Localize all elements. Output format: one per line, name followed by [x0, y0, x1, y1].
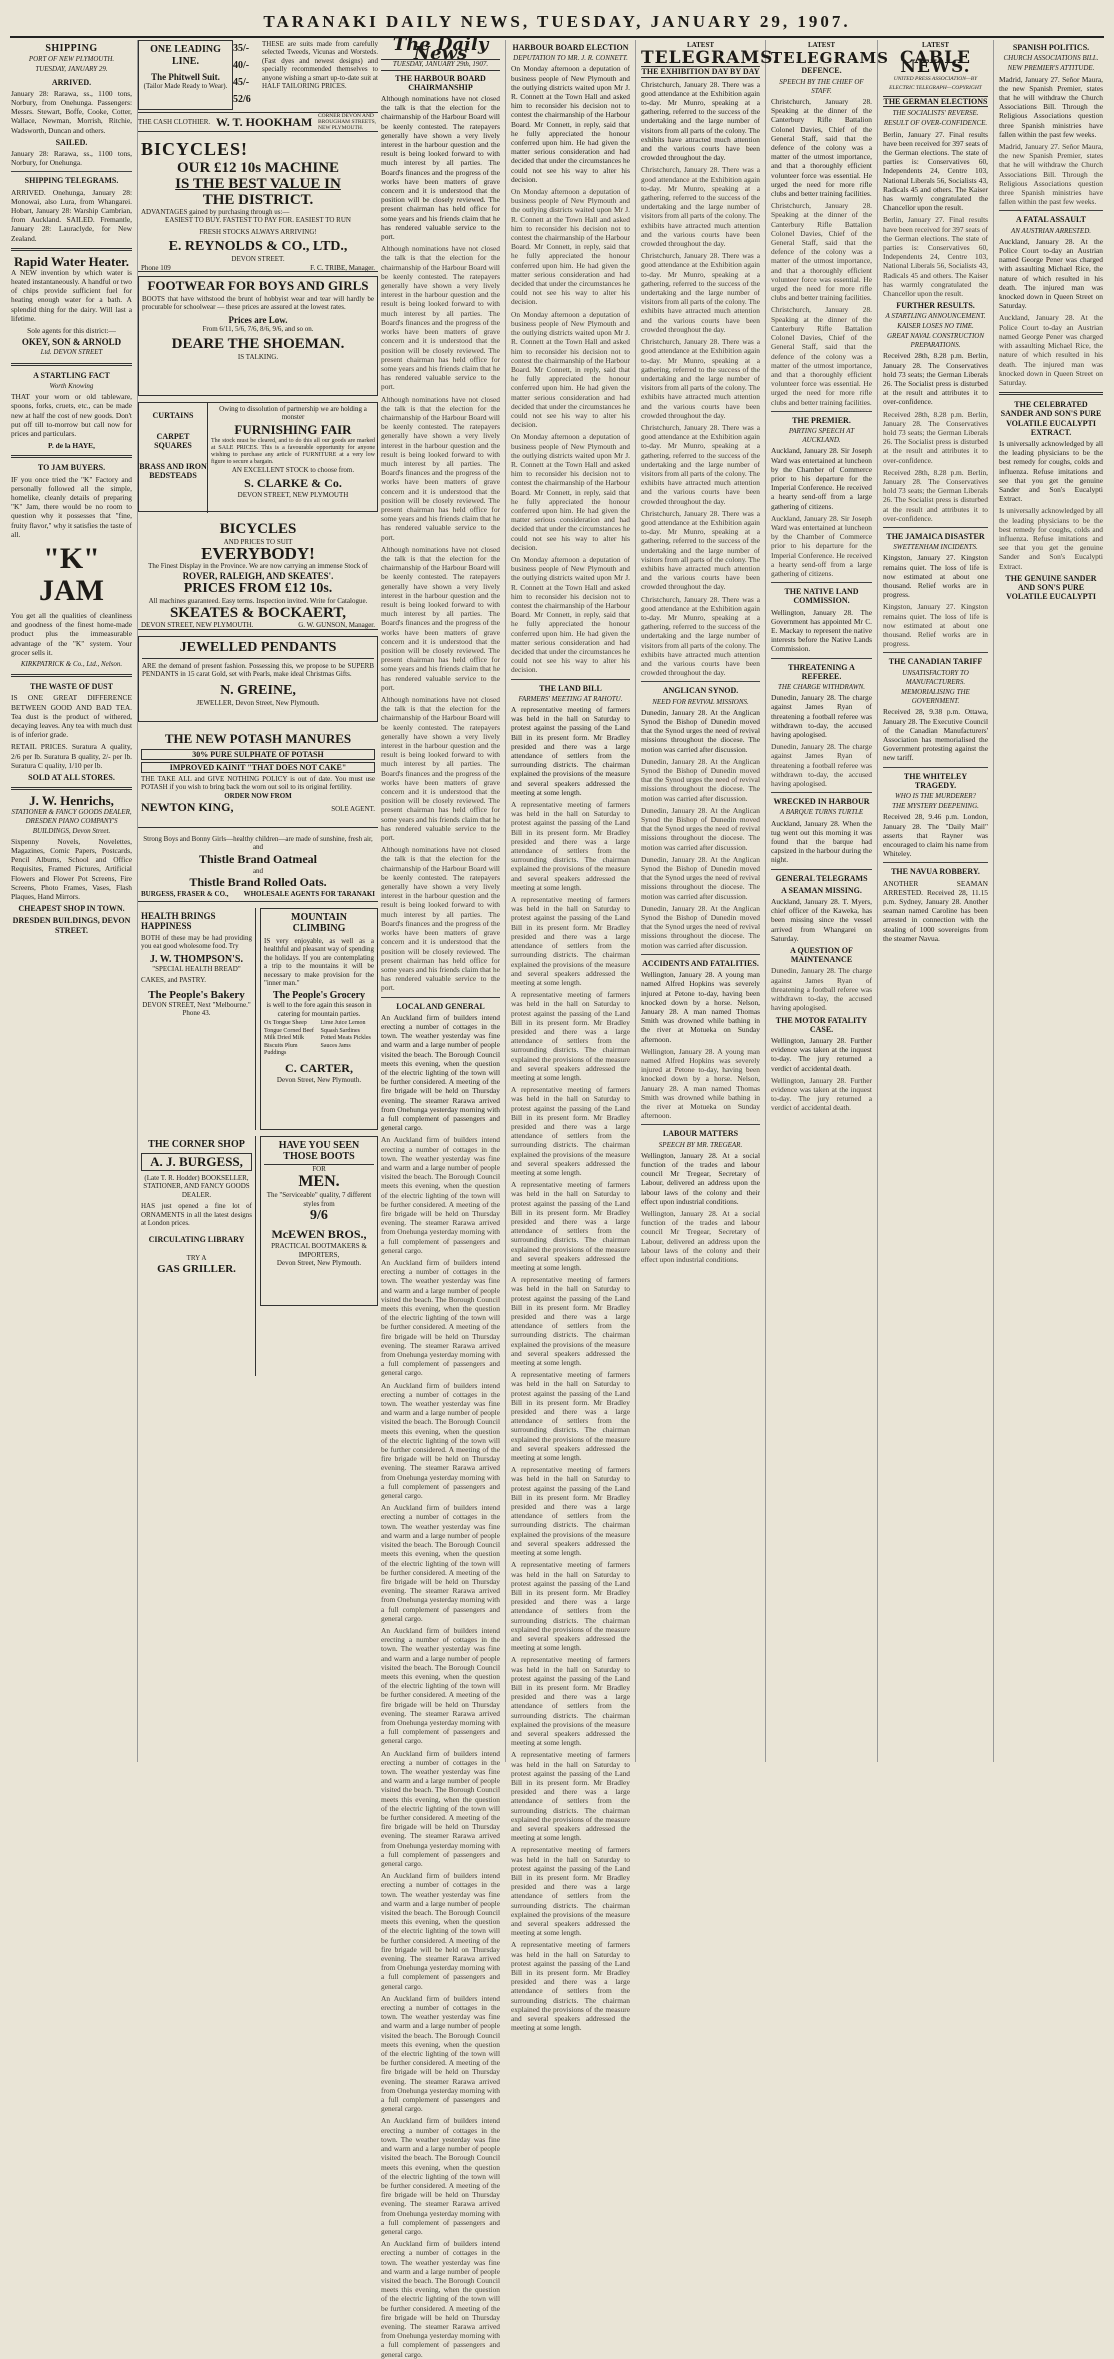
special-bread: "SPECIAL HEALTH BREAD" — [152, 964, 241, 973]
anglican-text-3: Dunedin, January 28. At the Anglican Synod the Bishop of Dunedin moved that the Synod urges the need of revival missions throughout the diocese. The motion was carried after discussion. — [641, 805, 760, 852]
jamaica-text-2: Kingston, January 27. Kingston remains quiet. The loss of life is now estimated at about one thousand. Relief works are in progress. — [883, 602, 988, 649]
local-general-text-7: An Auckland firm of builders intend erecting a number of cottages in the town. The weather yesterday was fine and warm and a large number of people visited the beach. The Borough Council meets this evening, when the question of the electric lighting of the town will be further considered. A meeting of the fire brigade will be held on Thursday evening. The steamer Rarawa arrived from Onehunga yesterday morning with a full complement of passengers and general cargo. — [381, 1748, 500, 1868]
navua-text: ANOTHER SEAMAN ARRESTED. Received 28, 11.15 p.m. Sydney, January 28. Another seaman named Caroline has been arrested in connection with the stealing of 1000 sovereigns from the steamer Navua. — [883, 878, 988, 943]
bakery-address: DEVON STREET, Next "Melbourne." Phone 43. — [142, 1000, 251, 1018]
wholesale-agents: WHOLESALE AGENTS FOR TARANAKI — [243, 890, 375, 899]
furnishing-intro: Owing to dissolution of partnership we are holding a monster — [219, 405, 367, 422]
spanish-text-2: Madrid, January 27. Señor Maura, the new Spanish Premier, states that he will withdraw the Church Associations Bill. Through the Religious Associations question three Spanish ministries have fallen within the past few weeks. — [999, 142, 1103, 207]
land-bill-sub: FARMERS' MEETING AT RAHOTU. — [518, 694, 623, 703]
mcewen-address: Devon Street, New Plymouth. — [276, 1259, 362, 1268]
deare-footwear-ad — [138, 276, 378, 396]
motor-fatality-text: Wellington, January 28. Further evidence was taken at the inquest to-day. The jury returned a verdict of accidental death. — [771, 1035, 872, 1073]
boots-men: MEN. — [298, 1173, 340, 1191]
cash-clothier: THE CASH CLOTHIER. — [138, 118, 211, 126]
grocery-list-1: Ox Tongue Sheep Tongue Corned Beef Milk Dried Milk Biscuits Plum Puddings — [264, 1020, 314, 1057]
waste-of-dust-title: THE WASTE OF DUST — [30, 682, 113, 692]
bike-advantages: ADVANTAGES gained by purchasing through us:— — [141, 208, 290, 216]
bicycles-2-heading: BICYCLES — [219, 521, 297, 537]
rapid-heater-text: A NEW invention by which water is heated instantaneously. A handful or two of chips provide sufficient fuel for heating enough water for a bath. A splendid thing for the dairy. Will last a lifetime. — [11, 267, 132, 323]
local-general-text-5: An Auckland firm of builders intend erecting a number of cottages in the town. The weather yesterday was fine and warm and a large number of people visited the beach. The Borough Council meets this evening, when the question of the electric lighting of the town will be further considered. A meeting of the fire brigade will be held on Thursday evening. The steamer Rarawa arrived from Onehunga yesterday morning with a full complement of passengers and general cargo. — [381, 1503, 500, 1623]
eucalypti-text: Is universally acknowledged by all the leading physicians to be the best remedy for coughs, colds and influenza. Refuse imitations and see that you get the genuine Sander and Son's Eucalypti Extract. — [999, 438, 1103, 504]
health-happiness: HEALTH BRINGS HAPPINESS — [141, 911, 216, 931]
eucalypti-heading: THE CELEBRATED SANDER AND SON'S PURE VOLATILE EUCALYPTI EXTRACT. — [1000, 400, 1102, 437]
gas-griller: GAS GRILLER. — [157, 1262, 236, 1275]
tariff-sub-2: MEMORIALISING THE GOVERNMENT. — [901, 688, 970, 706]
try-a: TRY A — [186, 1254, 207, 1263]
masthead: TARANAKI DAILY NEWS, TUESDAY, JANUARY 29, 1907. — [263, 12, 851, 31]
k-jam-text: You get all the qualities of cleanliness and goodness of the finest home-made product plus the immeasurable advantage of the "K" system. Your grocer sells it. — [11, 610, 132, 657]
startling-fact-title: A STARTLING FACT — [33, 370, 110, 380]
potash-text: THE TAKE ALL and GIVE NOTHING POLICY is out of date. You must use POTASH if you wish to bring back the worn out soil to its original fertility. — [141, 775, 375, 792]
referee-heading: THREATENING A REFEREE. — [788, 662, 855, 681]
startling-fact-text: THAT your worn or old tableware, spoons, forks, cruets, etc., can be made new at half the cost of new goods. Don't put off till to-morrow but call now for prices and particulars. — [11, 392, 132, 438]
sole-agent: SOLE AGENT. — [331, 805, 375, 814]
anglican-text-5: Dunedin, January 28. At the Anglican Synod the Bishop of Dunedin moved that the Synod urges the need of revival missions throughout the diocese. The motion was carried after discussion. — [641, 903, 760, 950]
whiteley-heading: THE WHITELEY TRAGEDY. — [903, 771, 968, 790]
jewelled-text: ARE the demand of present fashion. Possessing this, we propose to be SUPERB PENDANTS in 15 carat Gold, set with Pearls, make ideal Christmas Gifts. — [142, 662, 374, 679]
de-la-haye: P. de la HAYE, — [48, 441, 95, 451]
native-land-text: Wellington, January 28. The Government has appointed Mr C. E. Mackay to represent the native interests before the Native Lands Commission. — [771, 607, 872, 654]
exhibition-text-5: Christchurch, January 28. There was a good attendance at the Exhibition again to-day. Mr Munro, speaking at a gathering, referred to the success of the undertaking and the large number of visitors from all parts of the colony. The exhibits have attracted much attention and the various courts have been crowded throughout the day. — [641, 422, 760, 506]
accidents-text-2: Wellington, January 28. A young man named Alfred Hopkins was severely injured at Petone to-day, having been knocked down by a horse. Nelson, January 28. A man named Thomas Smith was drowned while bathing in the river at Motueka on Sunday afternoon. — [641, 1046, 760, 1121]
price-40: 40/- — [233, 60, 250, 71]
column-telegrams — [636, 40, 780, 1762]
assault-text-2: Auckland, January 28. At the Police Court to-day an Austrian named George Pener was charged with assaulting Michael Rice, the nature of which resulted in his death. The injured man was knocked down in Queen Street on Saturday. — [999, 313, 1103, 387]
startling-fact-sub: Worth Knowing — [49, 381, 94, 390]
sailed-text: January 28: Rarawa, ss., 1100 tons, Norbury, for Onehunga. — [11, 149, 132, 168]
exhibition-text-7: Christchurch, January 28. There was a good attendance at the Exhibition again to-day. Mr Munro, speaking at a gathering, referred to the success of the undertaking and the large number of visitors from all parts of the colony. The exhibits have attracted much attention and the various courts have been crowded throughout the day. — [641, 594, 760, 678]
land-bill-text-3: A representative meeting of farmers was held in the hall on Saturday to protest against the passing of the Land Bill in its present form. Mr Bradley presided and there was a large attendance of settlers from the surrounding districts. The chairman explained the provisions of the measure and several speakers addressed the meeting at some length. — [511, 895, 630, 987]
exhibition-text-3: Christchurch, January 28. There was a good attendance at the Exhibition again to-day. Mr Munro, speaking at a gathering, referred to the success of the undertaking and the large number of visitors from all parts of the colony. The exhibits have attracted much attention and the various courts have been crowded throughout the day. — [641, 251, 760, 334]
burgess-fraser: BURGESS, FRASER & CO., — [141, 890, 229, 899]
labour-text: Wellington, January 28. At a social function of the trades and labour council Mr Tregear, Secretary of Labour, delivered an address upon the labour laws of the colony and their effect upon industrial conditions. — [641, 1150, 760, 1206]
skeates-bicycles-ad — [138, 518, 378, 630]
german-text: Berlin, January 27. Final results have been received for 397 seats of the German elections. The state of parties is: Conservatives 60, Independents 24, Centre 103, National Liberals 56, Socialists 43, Radicals 45 and others. The Kaiser has warmly congratulated the Chancellor upon the result. — [883, 129, 988, 213]
general-telegrams-heading: GENERAL TELEGRAMS — [775, 873, 868, 883]
reynolds-address: DEVON STREET. — [231, 255, 285, 264]
henrichs-name: J. W. Henrichs, — [29, 793, 114, 809]
carter-address: Devon Street, New Plymouth. — [276, 1075, 362, 1084]
clarke-furnishing-ad — [138, 402, 378, 512]
bike-line-2: IS THE BEST VALUE IN — [175, 176, 341, 192]
circulating-library: CIRCULATING LIBRARY — [148, 1235, 245, 1245]
further-results: FURTHER RESULTS. — [896, 301, 975, 311]
reynolds-phone: Phone 109 — [141, 263, 171, 272]
column-harbour-board — [506, 40, 636, 2033]
furnishing-fair: FURNISHING FAIR — [234, 421, 352, 437]
masthead-rule — [10, 36, 1104, 38]
defence-text-2: Christchurch, January 28. Speaking at the dinner of the Canterbury Rifle Battalion Colonel Davies, Chief of the General Staff, said that the defence of the colony was a matter of the utmost importance, and that a thoroughly efficient volunteer force was essential. He urged the need for more rifle clubs and better training facilities. — [771, 201, 872, 303]
local-general-text-9: An Auckland firm of builders intend erecting a number of cottages in the town. The weather yesterday was fine and warm and a large number of people visited the beach. The Borough Council meets this evening, when the question of the electric lighting of the town will be further considered. A meeting of the fire brigade will be held on Thursday evening. The steamer Rarawa arrived from Onehunga yesterday morning with a full complement of passengers and general cargo. — [381, 1993, 500, 2114]
price-52-6: 52/6 — [233, 94, 251, 105]
hookham-text: THESE are suits made from carefully selected Tweeds, Vicunas and Worsteds. (Fast dyes and newest designs) and specially recommended themselves to anyone wishing a smart up-to-date suit at HALF TAILORING PRICES. — [262, 40, 378, 91]
harbour-text-4: On Monday afternoon a deputation of business people of New Plymouth and the outlying districts waited upon Mr J. R. Connett at the Town Hall and asked him to reconsider his decision not to contest the chairmanship of the Harbour Board. Mr Connett, in reply, said that he fully appreciated the honour conferred upon him. He had given the matter serious consideration and had decided that under the circumstances he could not see his way to alter his decision. — [511, 432, 630, 552]
premier-text: Auckland, January 28. Sir Joseph Ward was entertained at luncheon by the Chamber of Commerce prior to his departure for the Imperial Conference. He received a hearty send-off from a large gathering of citizens. — [771, 446, 872, 511]
premier-sub: PARTING SPEECH AT AUCKLAND. — [788, 426, 855, 445]
editorial-text-cont-2: Although nominations have not closed the talk is that the election for the chairmanship of the Harbour Board will be keenly contested. The ratepayers generally have shown a very lively interest in the harbour question and the result is being looked forward to with much interest by all parties. The Board's finances and the progress of the works have been matters of grave concern and it is understood that the position will be closely reviewed. The present chairman has held office for some years and his friends claim that he has rendered valuable service to the port. — [381, 394, 500, 542]
arrived-heading: ARRIVED. — [51, 77, 92, 87]
land-bill-text-2: A representative meeting of farmers was held in the hall on Saturday to protest against the passing of the Land Bill in its present form. Mr Bradley presided and there was a large attendance of settlers from the surrounding districts. The chairman explained the provisions of the measure and several speakers addressed the meeting at some length. — [511, 800, 630, 892]
naval-preparations: GREAT NAVAL CONSTRUCTION PREPARATIONS. — [886, 331, 985, 350]
eucalypti-text-2: Is universally acknowledged by all the leading physicians to be the best remedy for coughs, colds and influenza. Refuse imitations and see that you get the genuine Sander and Son's Eucalypti Extract. — [999, 506, 1103, 571]
editorial-text-cont: Although nominations have not closed the talk is that the election for the chairmanship of the Harbour Board will be keenly contested. The ratepayers generally have shown a very lively interest in the harbour question and the result is being looked forward to with much interest by all parties. The Board's finances and the progress of the works have been matters of grave concern and it is understood that the position will be closely reviewed. The present chairman has held office for some years and his friends claim that he has rendered valuable service to the port. — [381, 244, 500, 392]
naval-text: Received 28th, 8.28 p.m. Berlin, January 28. The Conservatives hold 73 seats; the German Liberals 26. The Socialist press is disturbed at the result and attributes it to over-confidence. — [883, 351, 988, 407]
peoples-bakery: The People's Bakery — [148, 988, 245, 1001]
land-bill-text-5: A representative meeting of farmers was held in the hall on Saturday to protest against the passing of the Land Bill in its present form. Mr Bradley presided and there was a large attendance of settlers from the surrounding districts. The chairman explained the provisions of the measure and several speakers addressed the meeting at some length. — [511, 1085, 630, 1177]
land-bill-text-14: A representative meeting of farmers was held in the hall on Saturday to protest against the passing of the Land Bill in its present form. Mr Bradley presided and there was a large attendance of settlers from the surrounding districts. The chairman explained the provisions of the measure and several speakers addressed the meeting at some length. — [511, 1940, 630, 2033]
daily-news-title: The Daily News — [392, 34, 489, 65]
kirkpatrick: KIRKPATRICK & Co., Ltd., Nelson. — [20, 659, 123, 668]
greine-address: JEWELLER, Devon Street, New Plymouth. — [196, 698, 320, 707]
rapid-heater-title: Rapid Water Heater. — [14, 253, 129, 269]
editorial-text: Although nominations have not closed the talk is that the election for the chairmanship of the Harbour Board will be keenly contested. The ratepayers generally have shown a very lively interest in the harbour question and the result is being looked forward to with much interest by all parties. The Board's finances and the progress of the works have been matters of grave concern and it is understood that the position will be closely reviewed. The present chairman has held office for some years and his friends claim that he has rendered valuable service to the port. — [381, 94, 500, 242]
thompson-name: J. W. THOMPSON'S. — [150, 953, 243, 965]
column-shipping — [6, 40, 138, 1762]
price-45: 45/- — [233, 77, 250, 88]
newton-king: NEWTON KING, — [141, 800, 234, 815]
fresh-stocks: FRESH STOCKS ALWAYS ARRIVING! — [199, 227, 317, 236]
bike-list: EASIEST TO BUY. FASTEST TO PAY FOR. EASIEST TO RUN — [165, 216, 351, 225]
land-bill-text-10: A representative meeting of farmers was held in the hall on Saturday to protest against the passing of the Land Bill in its present form. Mr Bradley presided and there was a large attendance of settlers from the surrounding districts. The chairman explained the provisions of the measure and several speakers addressed the meeting at some length. — [511, 1560, 630, 1653]
accidents-text: Wellington, January 28. A young man named Alfred Hopkins was severely injured at Petone to-day, having been knocked down by a horse. Nelson, January 28. A man named Thomas Smith was drowned while bathing in the river at Motueka on Sunday afternoon. — [641, 970, 760, 1044]
exhibition-text-2: Christchurch, January 28. There was a good attendance at the Exhibition again to-day. Mr Munro, speaking at a gathering, referred to the success of the undertaking and the large number of visitors from all parts of the colony. The exhibits have attracted much attention and the various courts have been crowded throughout the day. — [641, 165, 760, 249]
potash-kainit: IMPROVED KAINIT "THAT DOES NOT CAKE" — [141, 762, 375, 773]
cable-news-heading: CABLE NEWS. — [900, 48, 971, 78]
sold-all-stores: SOLD AT ALL STORES. — [28, 772, 115, 782]
phitwell-suit: The Phitwell Suit. — [151, 72, 220, 82]
genuine-eucalypti: THE GENUINE SANDER AND SON'S PURE VOLATILE EUCALYPTI — [1005, 573, 1097, 602]
boots-heading: HAVE YOU SEEN THOSE BOOTS — [264, 1140, 374, 1165]
potash-heading: THE NEW POTASH MANURES — [164, 731, 352, 746]
bike-line-1: OUR £12 10s MACHINE — [176, 160, 340, 176]
burgess-text: HAS just opened a fine lot of ORNAMENTS in all the latest designs at London prices. — [141, 1202, 252, 1228]
canadian-tariff-heading: THE CANADIAN TARIFF — [888, 657, 983, 667]
carter-grocery-ad — [260, 908, 378, 1130]
hookham-address: CORNER DEVON AND BROUGHAM STREETS, NEW PLYMOUTH. — [317, 113, 377, 131]
k-jam-logo: "K" JAM — [39, 541, 104, 607]
jamaica-heading: THE JAMAICA DISASTER — [886, 531, 985, 541]
phitwell-sub: (Tailor Made Ready to Wear). — [143, 82, 228, 90]
exhibition-text: Christchurch, January 28. There was a good attendance at the Exhibition again to-day. Mr Munro, speaking at a gathering, referred to the success of the undertaking and the large number of visitors from all parts of the colony. The exhibits have attracted much attention and the various courts have been crowded throughout the day. — [641, 79, 760, 163]
jamaica-text: Kingston, January 27. Kingston remains quiet. The loss of life is now estimated at about one thousand. Relief works are in progress. — [883, 553, 988, 600]
harbour-text-5: On Monday afternoon a deputation of business people of New Plymouth and the outlying districts waited upon Mr J. R. Connett at the Town Hall and asked him to reconsider his decision not to contest the chairmanship of the Harbour Board. Mr Connett, in reply, said that he fully appreciated the honour conferred upon him. He had given the matter serious consideration and had decided that under the circumstances he could not see his way to alter his decision. — [511, 554, 630, 675]
furnishing-text: The stock must be cleared, and to do this all our goods are marked at SALE PRICES. This is a favourable opportunity for anyone wishing to purchase any article of FURNITURE at a very low figure to secure a bargain. — [211, 437, 375, 465]
brass-bedsteads: BRASS AND IRON BEDSTEADS — [139, 462, 207, 480]
thistle-oatmeal: Thistle Brand Oatmeal — [198, 851, 317, 866]
wrecked-text: Auckland, January 28. When the tug went out this morning it was found that the barque had capsized in the harbour during the night. — [771, 818, 872, 865]
chairmanship-heading: THE HARBOUR BOARD CHAIRMANSHIP — [395, 73, 486, 92]
exhibition-text-4: Christchurch, January 28. There was a good attendance at the Exhibition again to-day. Mr Munro, speaking at a gathering, referred to the success of the undertaking and the large number of visitors from all parts of the colony. The exhibits have attracted much attention and the various courts have been crowded throughout the day. — [641, 337, 760, 420]
mcewen-boots-ad — [260, 1136, 378, 1306]
okey-arnold: OKEY, SON & ARNOLD — [21, 337, 122, 348]
whiteley-text: Received 28, 9.46 p.m. London, January 28. The "Daily Mail" asserts that Rayner was encouraged to claim his name from Whiteley. — [883, 812, 988, 859]
bicycles-2-text: The Finest Display in the Province. We are now carrying an immense Stock of — [148, 562, 368, 571]
land-bill-text-9: A representative meeting of farmers was held in the hall on Saturday to protest against the passing of the Land Bill in its present form. Mr Bradley presided and there was a large attendance of settlers from the surrounding districts. The chairman explained the provisions of the measure and several speakers addressed the meeting at some length. — [511, 1465, 630, 1558]
local-general-text-10: An Auckland firm of builders intend erecting a number of cottages in the town. The weather yesterday was fine and warm and a large number of people visited the beach. The Borough Council meets this evening, when the question of the electric lighting of the town will be further considered. A meeting of the fire brigade will be held on Thursday evening. The steamer Rarawa arrived from Onehunga yesterday morning with a full complement of passengers and general cargo. — [381, 2116, 500, 2236]
thistle-and: and — [252, 866, 264, 875]
potash-order: ORDER NOW FROM — [224, 791, 292, 800]
tariff-text: Received 28, 9.38 p.m. Ottawa, January 28. The Executive Council of the Canadian Manufacturers' Association has memorialised the Government protesting against the new tariff. — [883, 707, 988, 763]
excellent-stock: AN EXCELLENT STOCK to choose from. — [231, 465, 355, 474]
one-leading-line-ad — [138, 40, 233, 110]
greine-name: N. GREINE, — [220, 682, 296, 698]
labour-heading: LABOUR MATTERS — [662, 1129, 739, 1139]
brands: ROVER, RALEIGH, AND SKEATES'. — [182, 570, 334, 581]
hookham-footer — [138, 112, 378, 132]
seaman-missing-heading: A SEAMAN MISSING. — [781, 885, 862, 895]
naval-text-2: Received 28th, 8.28 p.m. Berlin, January 28. The Conservatives hold 73 seats; the German Liberals 26. The Socialist press is disturbed at the result and attributes it to over-confidence. — [883, 409, 988, 465]
editorial-text-cont-5: Although nominations have not closed the talk is that the election for the chairmanship of the Harbour Board will be keenly contested. The ratepayers generally have shown a very lively interest in the harbour question and the result is being looked forward to with much interest by all parties. The Board's finances and the progress of the works have been matters of grave concern and it is understood that the position will be closely reviewed. The present chairman has held office for some years and his friends claim that he has rendered valuable service to the port. — [381, 845, 500, 993]
editorial-date: TUESDAY, JANUARY 29th, 1907. — [381, 59, 500, 70]
kaiser-announcement: A STARTLING ANNOUNCEMENT. KAISER LOSES NO TIME. — [885, 312, 986, 330]
defence-heading: DEFENCE. — [801, 66, 842, 76]
anglican-text-4: Dunedin, January 28. At the Anglican Synod the Bishop of Dunedin moved that the Synod urges the need of revival missions throughout the diocese. The motion was carried after discussion. — [641, 854, 760, 901]
spanish-text: Madrid, January 27. Señor Maura, the new Spanish Premier, states that he will withdraw the Church Associations Bill. Through the Religious Associations question three Spanish ministries have fallen within the past few weeks. — [999, 74, 1103, 139]
skeates-name: SKEATES & BOCKAERT, — [169, 605, 347, 622]
whiteley-sub-2: THE MYSTERY DEEPENING. — [892, 802, 979, 811]
naval-text-3: Received 28th, 8.28 p.m. Berlin, January 28. The Conservatives hold 73 seats; the German Liberals 26. The Socialist press is disturbed at the result and attributes it to over-confidence. — [883, 467, 988, 523]
maintenance-text: Dunedin, January 28. The charge against James Ryan of threatening a football referee was withdrawn to-day, the accused having apologised. — [771, 966, 872, 1013]
tariff-sub: UNSATISFACTORY TO MANUFACTURERS. — [902, 668, 969, 686]
harbour-text-3: On Monday afternoon a deputation of business people of New Plymouth and the outlying districts waited upon Mr J. R. Connett at the Town Hall and asked him to reconsider his decision not to contest the chairmanship of the Harbour Board. Mr Connett, in reply, said that he fully appreciated the honour conferred upon him. He had given the matter serious consideration and had decided that under the circumstances he could not see his way to alter his decision. — [511, 309, 630, 430]
anglican-heading: ANGLICAN SYNOD. — [662, 686, 739, 696]
land-bill-text: A representative meeting of farmers was held in the hall on Saturday to protest against the passing of the Land Bill in its present form. Mr Bradley presided and there was a large attendance of settlers from the surrounding districts. The chairman explained the provisions of the measure and several speakers addressed the meeting at some length. — [511, 705, 630, 797]
clarke-address: DEVON STREET, NEW PLYMOUTH — [237, 491, 349, 500]
anglican-text: Dunedin, January 28. At the Anglican Synod the Bishop of Dunedin moved that the Synod urges the need of revival missions throughout the diocese. The motion was carried after discussion. — [641, 707, 760, 754]
shipping-date: TUESDAY, JANUARY 29. — [35, 65, 108, 74]
mountain-text: IS very enjoyable, as well as a healthful and pleasant way of spending the holidays. If you are contemplating a trip to the mountains it will be necessary to make provision for the "inner man." — [264, 937, 374, 988]
jamaica-sub: SWETTENHAM INCIDENTS. — [893, 543, 978, 552]
clarke-name: S. CLARKE & Co. — [244, 476, 342, 491]
editorial-text-cont-4: Although nominations have not closed the talk is that the election for the chairmanship of the Harbour Board will be keenly contested. The ratepayers generally have shown a very lively interest in the harbour question and the result is being looked forward to with much interest by all parties. The Board's finances and the progress of the works have been matters of grave concern and it is understood that the position will be closely reviewed. The present chairman has held office for some years and his friends claim that he has rendered valuable service to the port. — [381, 695, 500, 843]
mountain-climbing: MOUNTAIN CLIMBING — [291, 912, 347, 934]
labour-text-2: Wellington, January 28. At a social function of the trades and labour council Mr Tregear, Secretary of Labour, delivered an address upon the labour laws of the colony and their effect upon industrial conditions. — [641, 1208, 760, 1264]
defence-text-3: Christchurch, January 28. Speaking at the dinner of the Canterbury Rifle Battalion Colonel Davies, Chief of the General Staff, said that the defence of the colony was a matter of the utmost importance, and that a thoroughly efficient volunteer force was essential. He urged the need for more rifle clubs and better training facilities. — [771, 305, 872, 407]
prices-are-low: Prices are Low. — [228, 314, 288, 325]
anglican-sub: NEED FOR REVIVAL MISSIONS. — [652, 697, 749, 706]
skeates-manager: G. W. GUNSON, Manager. — [298, 621, 375, 630]
land-bill-text-13: A representative meeting of farmers was held in the hall on Saturday to protest against the passing of the Land Bill in its present form. Mr Bradley presided and there was a large attendance of settlers from the surrounding districts. The chairman explained the provisions of the measure and several speakers addressed the meeting at some length. — [511, 1845, 630, 1938]
land-bill-text-7: A representative meeting of farmers was held in the hall on Saturday to protest against the passing of the Land Bill in its present form. Mr Bradley presided and there was a large attendance of settlers from the surrounding districts. The chairman explained the provisions of the measure and several speakers addressed the meeting at some length. — [511, 1275, 630, 1368]
reynolds-bicycles-ad — [138, 136, 378, 272]
footwear-text: BOOTS that have withstood the brunt of hobbyist wear and tear will hardly be procurable for schoolwear — these prices are assured at the lowest rates. — [142, 295, 374, 312]
carpet-squares: CARPET SQUARES — [154, 432, 192, 450]
local-general-text-8: An Auckland firm of builders intend erecting a number of cottages in the town. The weather yesterday was fine and warm and a large number of people visited the beach. The Borough Council meets this evening, when the question of the electric lighting of the town will be further considered. A meeting of the fire brigade will be held on Thursday evening. The steamer Rarawa arrived from Onehunga yesterday morning with a full complement of passengers and general cargo. — [381, 1871, 500, 1991]
defence-sub: SPEECH BY THE CHIEF OF STAFF. — [779, 77, 864, 95]
shipping-telegrams-heading: SHIPPING TELEGRAMS. — [24, 176, 119, 186]
land-bill-text-4: A representative meeting of farmers was held in the hall on Saturday to protest against the passing of the Land Bill in its present form. Mr Bradley presided and there was a large attendance of settlers from the surrounding districts. The chairman explained the provisions of the measure and several speakers addressed the meeting at some length. — [511, 990, 630, 1082]
price-35: 35/- — [233, 43, 250, 54]
cable-news-sub: UNITED PRESS ASSOCIATION—BY ELECTRIC TELEGRAPH—COPYRIGHT — [889, 75, 982, 91]
navua-heading: THE NAVUA ROBBERY. — [891, 867, 980, 877]
henrichs-sub: STATIONER & FANCY GOODS DEALER, DRESDEN PIANO COMPANY'S BUILDINGS, Devon Street. — [11, 808, 132, 835]
church-associations: CHURCH ASSOCIATIONS BILL. — [1003, 54, 1099, 63]
telegrams-heading-7: TELEGRAMS — [771, 49, 889, 68]
motor-fatality-text-2: Wellington, January 28. Further evidence was taken at the inquest to-day. The jury returned a verdict of accidental death. — [771, 1075, 872, 1113]
harbour-deputation: DEPUTATION TO MR. J. R. CONNETT. — [513, 54, 628, 63]
motor-fatality-heading: THE MOTOR FATALITY CASE. — [775, 1015, 868, 1034]
exhibition-text-6: Christchurch, January 28. There was a good attendance at the Exhibition again to-day. Mr Munro, speaking at a gathering, referred to the success of the undertaking and the large number of visitors from all parts of the colony. The exhibits have attracted much attention and the various courts have been crowded throughout the day. — [641, 508, 760, 592]
german-sub-2: RESULT OF OVER-CONFIDENCE. — [883, 119, 988, 128]
latest-label-8: LATEST — [921, 41, 950, 49]
local-general-text-4: An Auckland firm of builders intend erecting a number of cottages in the town. The weather yesterday was fine and warm and a large number of people visited the beach. The Borough Council meets this evening, when the question of the electric lighting of the town will be further considered. A meeting of the fire brigade will be held on Thursday evening. The steamer Rarawa arrived from Onehunga yesterday morning with a full complement of passengers and general cargo. — [381, 1380, 500, 1501]
labour-sub: SPEECH BY MR. TREGEAR. — [658, 1140, 743, 1149]
local-general-text-3: An Auckland firm of builders intend erecting a number of cottages in the town. The weather yesterday was fine and warm and a large number of people visited the beach. The Borough Council meets this evening, when the question of the electric lighting of the town will be further considered. A meeting of the fire brigade will be held on Thursday evening. The steamer Rarawa arrived from Onehunga yesterday morning with a full complement of passengers and general cargo. — [381, 1258, 500, 1378]
jam-buyers-text: IF you once tried the "K" Factory and personally followed all the simple, homelike, cleanly details of preparing "K" Jam, there would be no room to question why it possesses that "fine, fruity flavor," why it satisfies the taste of all. — [11, 474, 132, 539]
land-bill-text-6: A representative meeting of farmers was held in the hall on Saturday to protest against the passing of the Land Bill in its present form. Mr Bradley presided and there was a large attendance of settlers from the surrounding districts. The chairman explained the provisions of the measure and several speakers addressed the meeting at some length. — [511, 1180, 630, 1272]
local-general-text-11: An Auckland firm of builders intend erecting a number of cottages in the town. The weather yesterday was fine and warm and a large number of people visited the beach. The Borough Council meets this evening, when the question of the electric lighting of the town will be further considered. A meeting of the fire brigade will be held on Thursday evening. The steamer Rarawa arrived from Onehunga yesterday morning with a full complement of passengers and general cargo. — [381, 2239, 500, 2359]
shipping-heading: SHIPPING — [45, 43, 98, 54]
column-editorial — [376, 34, 506, 2359]
referee-text-2: Dunedin, January 28. The charge against James Ryan of threatening a football referee was withdrawn to-day, the accused having apologised. — [771, 742, 872, 789]
land-bill-text-11: A representative meeting of farmers was held in the hall on Saturday to protest against the passing of the Land Bill in its present form. Mr Bradley presided and there was a large attendance of settlers from the surrounding districts. The chairman explained the provisions of the measure and several speakers addressed the meeting at some length. — [511, 1655, 630, 1748]
grocery-list-2: Lime Juice Lemon Squash Sardines Potted Meats Pickles Sauces Jams — [320, 1020, 371, 1049]
bike-guaranteed: All machines guaranteed. Easy terms. Inspection invited. Write for Catalogue. — [148, 596, 368, 605]
bicycles-heading: BICYCLES! — [141, 139, 249, 159]
thompson-bread-ad — [138, 908, 256, 1130]
column-telegrams-2 — [766, 40, 889, 1762]
corner-shop: THE CORNER SHOP — [148, 1139, 245, 1150]
burgess-sub: (Late T. R. Hodder) BOOKSELLER, STATIONER, AND FANCY GOODS DEALER. — [143, 1174, 250, 1199]
latest-label-7: LATEST — [807, 41, 836, 49]
harbour-text: On Monday afternoon a deputation of business people of New Plymouth and the outlying districts waited upon Mr J. R. Connett at the Town Hall and asked him to reconsider his decision not to contest the chairmanship of the Harbour Board. Mr Connett, in reply, said that he fully appreciated the honour conferred upon him. He had given the matter serious consideration and had decided that under the circumstances he could not see his way to alter his decision. — [511, 64, 630, 184]
anglican-text-2: Dunedin, January 28. At the Anglican Synod the Bishop of Dunedin moved that the Synod urges the need of revival missions throughout the diocese. The motion was carried after discussion. — [641, 756, 760, 803]
austrian-arrested: AN AUSTRIAN ARRESTED. — [1010, 226, 1092, 235]
german-sub: THE SOCIALISTS' REVERSE. — [892, 109, 979, 118]
footwear-range: From 6/11, 5/6, 7/6, 8/6, 9/6, and so on. — [202, 324, 314, 333]
potash-sulphate: 30% PURE SULPHATE OF POTASH — [141, 749, 375, 760]
deare-shoeman: DEARE THE SHOEMAN. — [171, 336, 345, 353]
premier-heading: THE PREMIER. — [792, 415, 851, 425]
defence-text: Christchurch, January 28. Speaking at the dinner of the Canterbury Rifle Battalion Colonel Davies, Chief of the General Staff, said that the defence of the colony was a matter of the utmost importance, and that a thoroughly efficient volunteer force was essential. He urged the need for more rifle clubs and better training facilities. — [771, 97, 872, 199]
column-foreign — [994, 40, 1108, 1762]
thistle-oatmeal-ad — [138, 832, 378, 902]
deare-talking: IS TALKING. — [237, 353, 279, 362]
curtains: CURTAINS — [152, 411, 194, 420]
cheapest-shop: CHEAPEST SHOP IN TOWN. — [18, 904, 125, 914]
suratura-prices: RETAIL PRICES. Suratura A quality, 2/6 per lb. Suratura B quality, 2/- per lb. Suratura C quality, 1/10 per lb. — [11, 742, 132, 770]
grocery-text: is well to the fore again this season in catering for mountain parties. — [266, 1001, 372, 1018]
peoples-grocery: The People's Grocery — [272, 990, 366, 1002]
reynolds-name: E. REYNOLDS & CO., LTD., — [168, 239, 348, 255]
arrived-text: January 28: Rarawa, ss., 1100 tons, Norbury, from Onehunga. Passengers: Messrs. Stewart, Boffe, Cooke, Cotter, Wallace, Newman, Morrish, Ritchie, Wadsworth, Duncan and others. — [11, 88, 132, 135]
thistle-rolled-oats: Thistle Brand Rolled Oats. — [189, 875, 327, 890]
sailed-heading: SAILED. — [55, 137, 88, 147]
land-bill-text-8: A representative meeting of farmers was held in the hall on Saturday to protest against the passing of the Land Bill in its present form. Mr Bradley presided and there was a large attendance of settlers from the surrounding districts. The chairman explained the provisions of the measure and several speakers addressed the meeting at some length. — [511, 1370, 630, 1463]
thompson-text: BOTH of these may be had providing you eat good wholesome food. Try — [141, 934, 252, 951]
harbour-text-2: On Monday afternoon a deputation of business people of New Plymouth and the outlying districts waited upon Mr J. R. Connett at the Town Hall and asked him to reconsider his decision not to contest the chairmanship of the Harbour Board. Mr Connett, in reply, said that he fully appreciated the honour conferred upon him. He had given the matter serious consideration and had decided that under the circumstances he could not see his way to alter his decision. — [511, 187, 630, 307]
spanish-politics-heading: SPANISH POLITICS. — [1012, 43, 1090, 52]
hookham-name: W. T. HOOKHAM — [215, 114, 313, 129]
premier-text-2: Auckland, January 28. Sir Joseph Ward was entertained at luncheon by the Chamber of Commerce prior to his departure for the Imperial Conference. He received a hearty send-off from a large gathering of citizens. — [771, 513, 872, 578]
carter-name: C. CARTER, — [285, 1060, 353, 1075]
boots-price: 9/6 — [310, 1208, 328, 1224]
corner-shop-ad — [138, 1136, 256, 1376]
footwear-heading: FOOTWEAR FOR BOYS AND GIRLS — [147, 278, 369, 293]
everybody: EVERYBODY! — [201, 544, 315, 564]
local-general-text-6: An Auckland firm of builders intend erecting a number of cottages in the town. The weather yesterday was fine and warm and a large number of people visited the beach. The Borough Council meets this evening, when the question of the electric lighting of the town will be further considered. A meeting of the fire brigade will be held on Thursday evening. The steamer Rarawa arrived from Onehunga yesterday morning with a full complement of passengers and general cargo. — [381, 1625, 500, 1746]
potash-manures-ad — [138, 728, 378, 828]
accidents-heading: ACCIDENTS AND FATALITIES. — [642, 958, 759, 968]
local-general-text: An Auckland firm of builders intend erecting a number of cottages in the town. The weather yesterday was fine and warm and a large number of people visited the beach. The Borough Council meets this evening, when the question of the electric lighting of the town will be further considered. A meeting of the fire brigade will be held on Thursday evening. The steamer Rarawa arrived from Onehunga yesterday morning with a full complement of passengers and general cargo. — [381, 1012, 500, 1133]
harbour-election-heading: HARBOUR BOARD ELECTION — [512, 43, 629, 52]
dresden-buildings: DRESDEN BUILDINGS, DEVON STREET. — [12, 916, 131, 935]
oatmeal-intro: Strong Boys and Bonny Girls—healthy children—are made of sunshine, fresh air, and — [143, 835, 373, 852]
jewelled-pendants: JEWELLED PENDANTS — [142, 640, 374, 659]
greine-jewelled-ad — [138, 636, 378, 722]
wrecked-sub: A BARQUE TURNS TURTLE — [779, 808, 864, 817]
native-land-heading: THE NATIVE LAND COMMISSION. — [784, 587, 859, 606]
rapid-agents: Sole agents for this district:— — [27, 326, 116, 336]
mcewen-name: McEWEN BROS., — [271, 1227, 367, 1242]
land-bill-heading: THE LAND BILL — [539, 683, 602, 693]
maintenance-heading: A QUESTION OF MAINTENANCE — [790, 946, 853, 965]
exhibition-heading: THE EXHIBITION DAY BY DAY — [641, 67, 760, 77]
burgess-name: A. J. BURGESS, — [141, 1153, 252, 1171]
new-premier-attitude: NEW PREMIER'S ATTITUDE. — [1007, 64, 1095, 73]
bicycles-2-sub: AND PRICES TO SUIT — [223, 538, 293, 546]
cakes-pastry: CAKES, and PASTRY. — [141, 976, 206, 985]
shipping-telegrams-text: ARRIVED. Onehunga, January 28: Monowai, also Lura, from Whangarei. Hobart, January 28: Warship Cambrian, from Auckland. SAILED. Fremantle, January 28: Lauraclyde, for New Zealand. — [11, 187, 132, 243]
german-text-2: Berlin, January 27. Final results have been received for 397 seats of the German elections. The state of parties is: Conservatives 60, Independents 24, Centre 103, National Liberals 56, Socialists 43, Radicals 45 and others. The Kaiser has warmly congratulated the Chancellor upon the result. — [883, 215, 988, 299]
seaman-missing-text: Auckland, January 28. T. Myers, chief officer of the Kaweka, has been missing since the vessel arrived from Whangarei on Saturday. — [771, 897, 872, 943]
local-general-text-2: An Auckland firm of builders intend erecting a number of cottages in the town. The weather yesterday was fine and warm and a large number of people visited the beach. The Borough Council meets this evening, when the question of the electric lighting of the town will be further considered. A meeting of the fire brigade will be held on Thursday evening. The steamer Rarawa arrived from Onehunga yesterday morning with a full complement of passengers and general cargo. — [381, 1135, 500, 1255]
mcewen-sub: PRACTICAL BOOTMAKERS & IMPORTERS, — [271, 1242, 367, 1259]
whiteley-sub: WHO IS THE MURDERER? — [894, 792, 977, 801]
henrichs-text: Sixpenny Novels, Novelettes, Magazines, Comic Papers, Postcards, Pencil Albums, School and Office Requisites, Framed Pictures, Artificial Flowers and Flower Pot Screens, Fire Screens, Photo Frames, Vases, Flash Plaques, Hand Mirrors. — [11, 836, 132, 902]
prices-from: PRICES FROM £12 10s. — [183, 580, 333, 596]
boots-for: FOR — [312, 1165, 326, 1173]
local-general-heading: LOCAL AND GENERAL — [396, 1001, 485, 1011]
port-line: PORT OF NEW PLYMOUTH. — [28, 55, 115, 64]
referee-sub: THE CHARGE WITHDRAWN. — [777, 683, 866, 691]
latest-label-6: LATEST — [686, 41, 715, 49]
suit-prices — [233, 40, 259, 110]
editorial-text-cont-3: Although nominations have not closed the talk is that the election for the chairmanship of the Harbour Board will be keenly contested. The ratepayers generally have shown a very lively interest in the harbour question and the result is being looked forward to with much interest by all parties. The Board's finances and the progress of the works have been matters of grave concern and it is understood that the position will be closely reviewed. The present chairman has held office for some years and his friends claim that he has rendered valuable service to the port. — [381, 544, 500, 692]
land-bill-text-12: A representative meeting of farmers was held in the hall on Saturday to protest against the passing of the Land Bill in its present form. Mr Bradley presided and there was a large attendance of settlers from the surrounding districts. The chairman explained the provisions of the measure and several speakers addressed the meeting at some length. — [511, 1750, 630, 1843]
skeates-address: DEVON STREET, NEW PLYMOUTH. — [141, 621, 254, 630]
german-elections-heading: THE GERMAN ELECTIONS — [883, 97, 988, 107]
fatal-assault-heading: A FATAL ASSAULT — [1016, 215, 1086, 225]
telegrams-heading-6: TELEGRAMS. — [641, 48, 780, 69]
okey-address: Ltd. DEVON STREET — [40, 348, 103, 357]
referee-text: Dunedin, January 28. The charge against James Ryan of threatening a football referee was withdrawn to-day, the accused having apologised. — [771, 693, 872, 740]
assault-text: Auckland, January 28. At the Police Court to-day an Austrian named George Pener was charged with assaulting Michael Rice, the nature of which resulted in his death. The injured man was knocked down in Queen Street on Saturday. — [999, 236, 1103, 311]
column-cable-news — [878, 40, 994, 1762]
jam-buyers-title: TO JAM BUYERS. — [37, 463, 106, 473]
bike-line-3: THE DISTRICT. — [202, 192, 314, 208]
reynolds-manager: F. C. TRIBE, Manager. — [310, 263, 375, 272]
wrecked-heading: WRECKED IN HARBOUR — [773, 797, 870, 807]
boots-text: The "Serviceable" quality, 7 different styles from — [266, 1191, 372, 1208]
waste-of-dust-text: IS ONE GREAT DIFFERENCE BETWEEN GOOD AND BAD TEA. Tea dust is the product of withered, decaying leaves. Any tea with much dust is of inferior grade. — [11, 693, 132, 740]
one-leading-line: ONE LEADING LINE. — [150, 44, 221, 67]
